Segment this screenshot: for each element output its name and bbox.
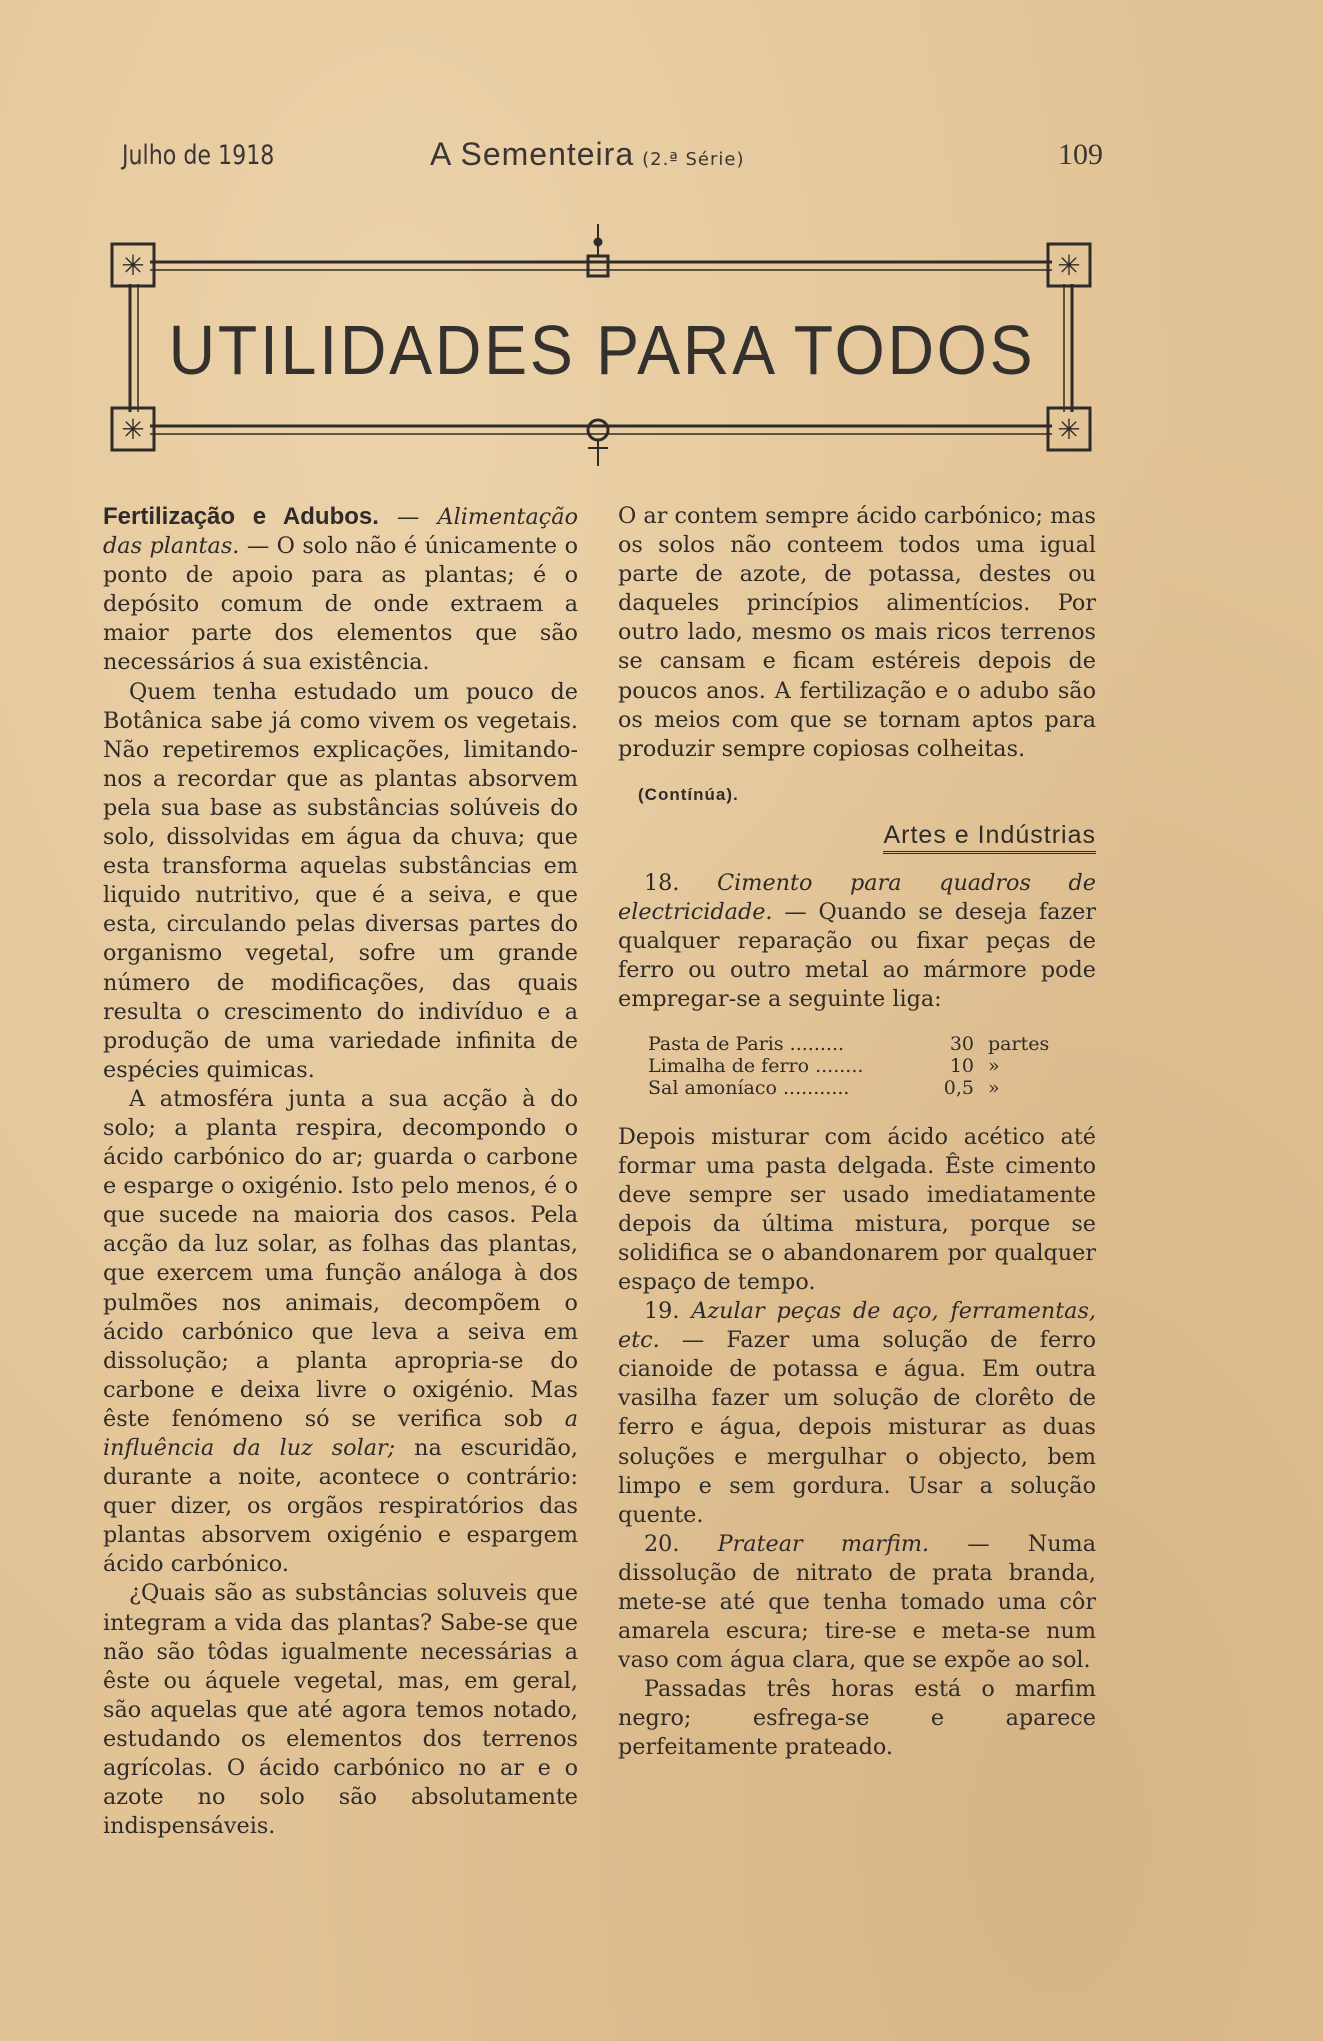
item-18-after: Depois misturar com ácido acético até formar uma pasta delgada. Êste cimento deve sempre ser usado imediatamente depois da última mistura, porque se solidifica se o abandonarem por qualquer espaço de tempo. xyxy=(618,1123,1096,1295)
banner-title: UTILIDADES PARA TODOS xyxy=(168,311,1036,389)
recipe-table xyxy=(648,1033,1096,1099)
paragraph-3-part-b: na escuridão, durante a noite, acontece o contrário: quer dizer, os orgãos respiratórios das plantas absorvem oxigénio e espargem ácido carbónico. xyxy=(103,1435,578,1578)
paragraph-3-emphasis: a influência da luz solar; xyxy=(103,1405,578,1461)
item-19: 19. Azular peças de aço, ferramentas, etc. — Fazer uma solução de ferro cianoide de potassa e água. Em outra vasilha fazer um solução de clorêto de ferro e água, depois misturar as duas soluções e mergulhar o objecto, bem limpo e sem gordura. Usar a solução quente. xyxy=(618,1298,1096,1528)
running-head xyxy=(100,136,1103,176)
article-intro: Fertilização e Adubos. — Alimentação das plantas. — O solo não é únicamente o ponto de apoio para as plantas; é o depósito comum de onde extraem a maior parte dos elementos que são necessários á sua existência. xyxy=(103,503,578,676)
item-20-number: 20. xyxy=(644,1530,680,1557)
corner-star-icon: ✳ xyxy=(121,249,145,282)
section-title: Artes e Indústrias xyxy=(883,821,1096,854)
item-20-text: Numa dissolução de nitrato de prata branda, mete-se até que tenha tomado uma côr amarela escura; tire-se e meta-se num vaso com água clara, que se expõe ao sol. xyxy=(618,1530,1096,1674)
corner-star-icon: ✳ xyxy=(1057,249,1081,282)
item-18-title: Cimento para quadros de electricidade. xyxy=(618,870,1096,926)
paragraph-2: Quem tenha estudado um pouco de Botânica sabe já como vivem os vegetais. Não repetiremos explicações, limitando-nos a recordar que as plantas absorvem pela sua base as substâncias solúveis do solo, dissolvidas em água da chuva; que esta transforma aquelas substâncias em liquido nutritivo, que é a seiva, e que esta, circulando pelas diversas partes do organismo vegetal, sofre um grande número de modificações, das quais resulta o crescimento do indivíduo e a produção de uma variedade infinita de espécies quimicas. xyxy=(103,678,578,1083)
item-19-text: Fazer uma solução de ferro cianoide de potassa e água. Em outra vasilha fazer um solução de clorêto de ferro e água, depois misturar as duas soluções e mergulhar o objecto, bem limpo e sem gordura. Usar a solução quente. xyxy=(618,1327,1096,1528)
item-20-after: Passadas três horas está o marfim negro; esfrega-se e aparece perfeitamente prateado. xyxy=(618,1676,1096,1761)
recipe-quantity: 10 xyxy=(949,1054,974,1077)
section-heading xyxy=(618,821,1096,851)
item-19-number: 19. xyxy=(644,1298,680,1325)
recipe-row xyxy=(648,1055,1058,1077)
recipe-unit: partes xyxy=(988,1032,1050,1055)
issue-date: Julho de 1918 xyxy=(122,140,275,171)
item-19-title: Azular peças de aço, ferramentas, etc. xyxy=(618,1298,1096,1354)
recipe-ingredient: Pasta de Paris ......... xyxy=(648,1032,845,1055)
corner-star-icon: ✳ xyxy=(121,413,145,446)
paragraph-4: ¿Quais são as substâncias soluveis que integram a vida das plantas? Sabe-se que não são tôdas igualmente necessárias a êste ou áquele vegetal, mas, em geral, são aquelas que até agora temos notado, estudando os elementos dos terrenos agrícolas. O ácido carbónico no ar e o azote no solo são absolutamente indispensáveis. xyxy=(103,1580,578,1840)
recipe-unit: » xyxy=(988,1054,1000,1077)
right-column xyxy=(618,502,1096,1763)
paragraph-3-part-a: A atmosféra junta a sua acção à do solo; a planta respira, decompondo o ácido carbónico do ar; guarda o carbone e esparge o oxigénio. Isto pelo menos, é o que sucede na maioria dos casos. Pela acção da luz solar, as folhas das plantas, que exercem uma função análoga à dos pulmões nos animais, decompõem o ácido carbónico que leva a seiva em dissolução; a planta apropria-se do carbone e deixa livre o oxigénio. Mas êste fenómeno só se verifica sob xyxy=(103,1085,578,1432)
recipe-quantity: 0,5 xyxy=(943,1076,974,1099)
recipe-quantity: 30 xyxy=(949,1032,974,1055)
item-18: 18. Cimento para quadros de electricidade. — Quando se deseja fazer qualquer reparação ou fixar peças de ferro ou outro metal ao mármore pode empregar-se a seguinte liga: xyxy=(618,870,1096,1013)
paragraph-5: O ar contem sempre ácido carbónico; mas os solos não conteem todos uma igual parte de azote, de potassa, destes ou daqueles princípios alimentícios. Por outro lado, mesmo os mais ricos terrenos se cansam e ficam estéreis depois de poucos anos. A fertilização e o adubo são os meios com que se tornam aptos para produzir sempre copiosas colheitas. xyxy=(618,503,1096,762)
journal-title xyxy=(430,136,745,173)
page-number: 109 xyxy=(1058,138,1103,171)
recipe-unit: » xyxy=(988,1076,1000,1099)
section-banner xyxy=(102,222,1102,468)
recipe-row xyxy=(648,1077,1058,1099)
article-subheading: Alimentação das plantas. xyxy=(103,504,578,560)
paragraph-1: O solo não é únicamente o ponto de apoio para as plantas; é o depósito comum de onde extraem a maior parte dos elementos que são necessários á sua existência. xyxy=(103,533,578,676)
paragraph-3 xyxy=(103,1085,578,1580)
item-20-title: Pratear marfim. xyxy=(717,1530,930,1557)
item-18-text: Quando se deseja fazer qualquer reparação ou fixar peças de ferro ou outro metal ao mármore pode empregar-se a seguinte liga: xyxy=(618,899,1096,1013)
left-column xyxy=(103,502,578,1841)
journal-name: A Sementeira xyxy=(430,136,635,172)
article-heading: Fertilização e Adubos. xyxy=(103,503,379,530)
corner-star-icon: ✳ xyxy=(1057,413,1081,446)
recipe-ingredient: Sal amoníaco ........... xyxy=(648,1076,850,1099)
recipe-row xyxy=(648,1033,1058,1055)
series-label: (2.ª Série) xyxy=(642,149,745,170)
recipe-ingredient: Limalha de ferro ........ xyxy=(648,1054,864,1077)
item-20: 20. Pratear marfim. — Numa dissolução de nitrato de prata branda, mete-se até que tenha tomado uma côr amarela escura; tire-se e meta-se num vaso com água clara, que se expõe ao sol. xyxy=(618,1530,1096,1674)
item-18-number: 18. xyxy=(644,870,680,897)
continued-note: (Contínúa). xyxy=(638,784,739,804)
